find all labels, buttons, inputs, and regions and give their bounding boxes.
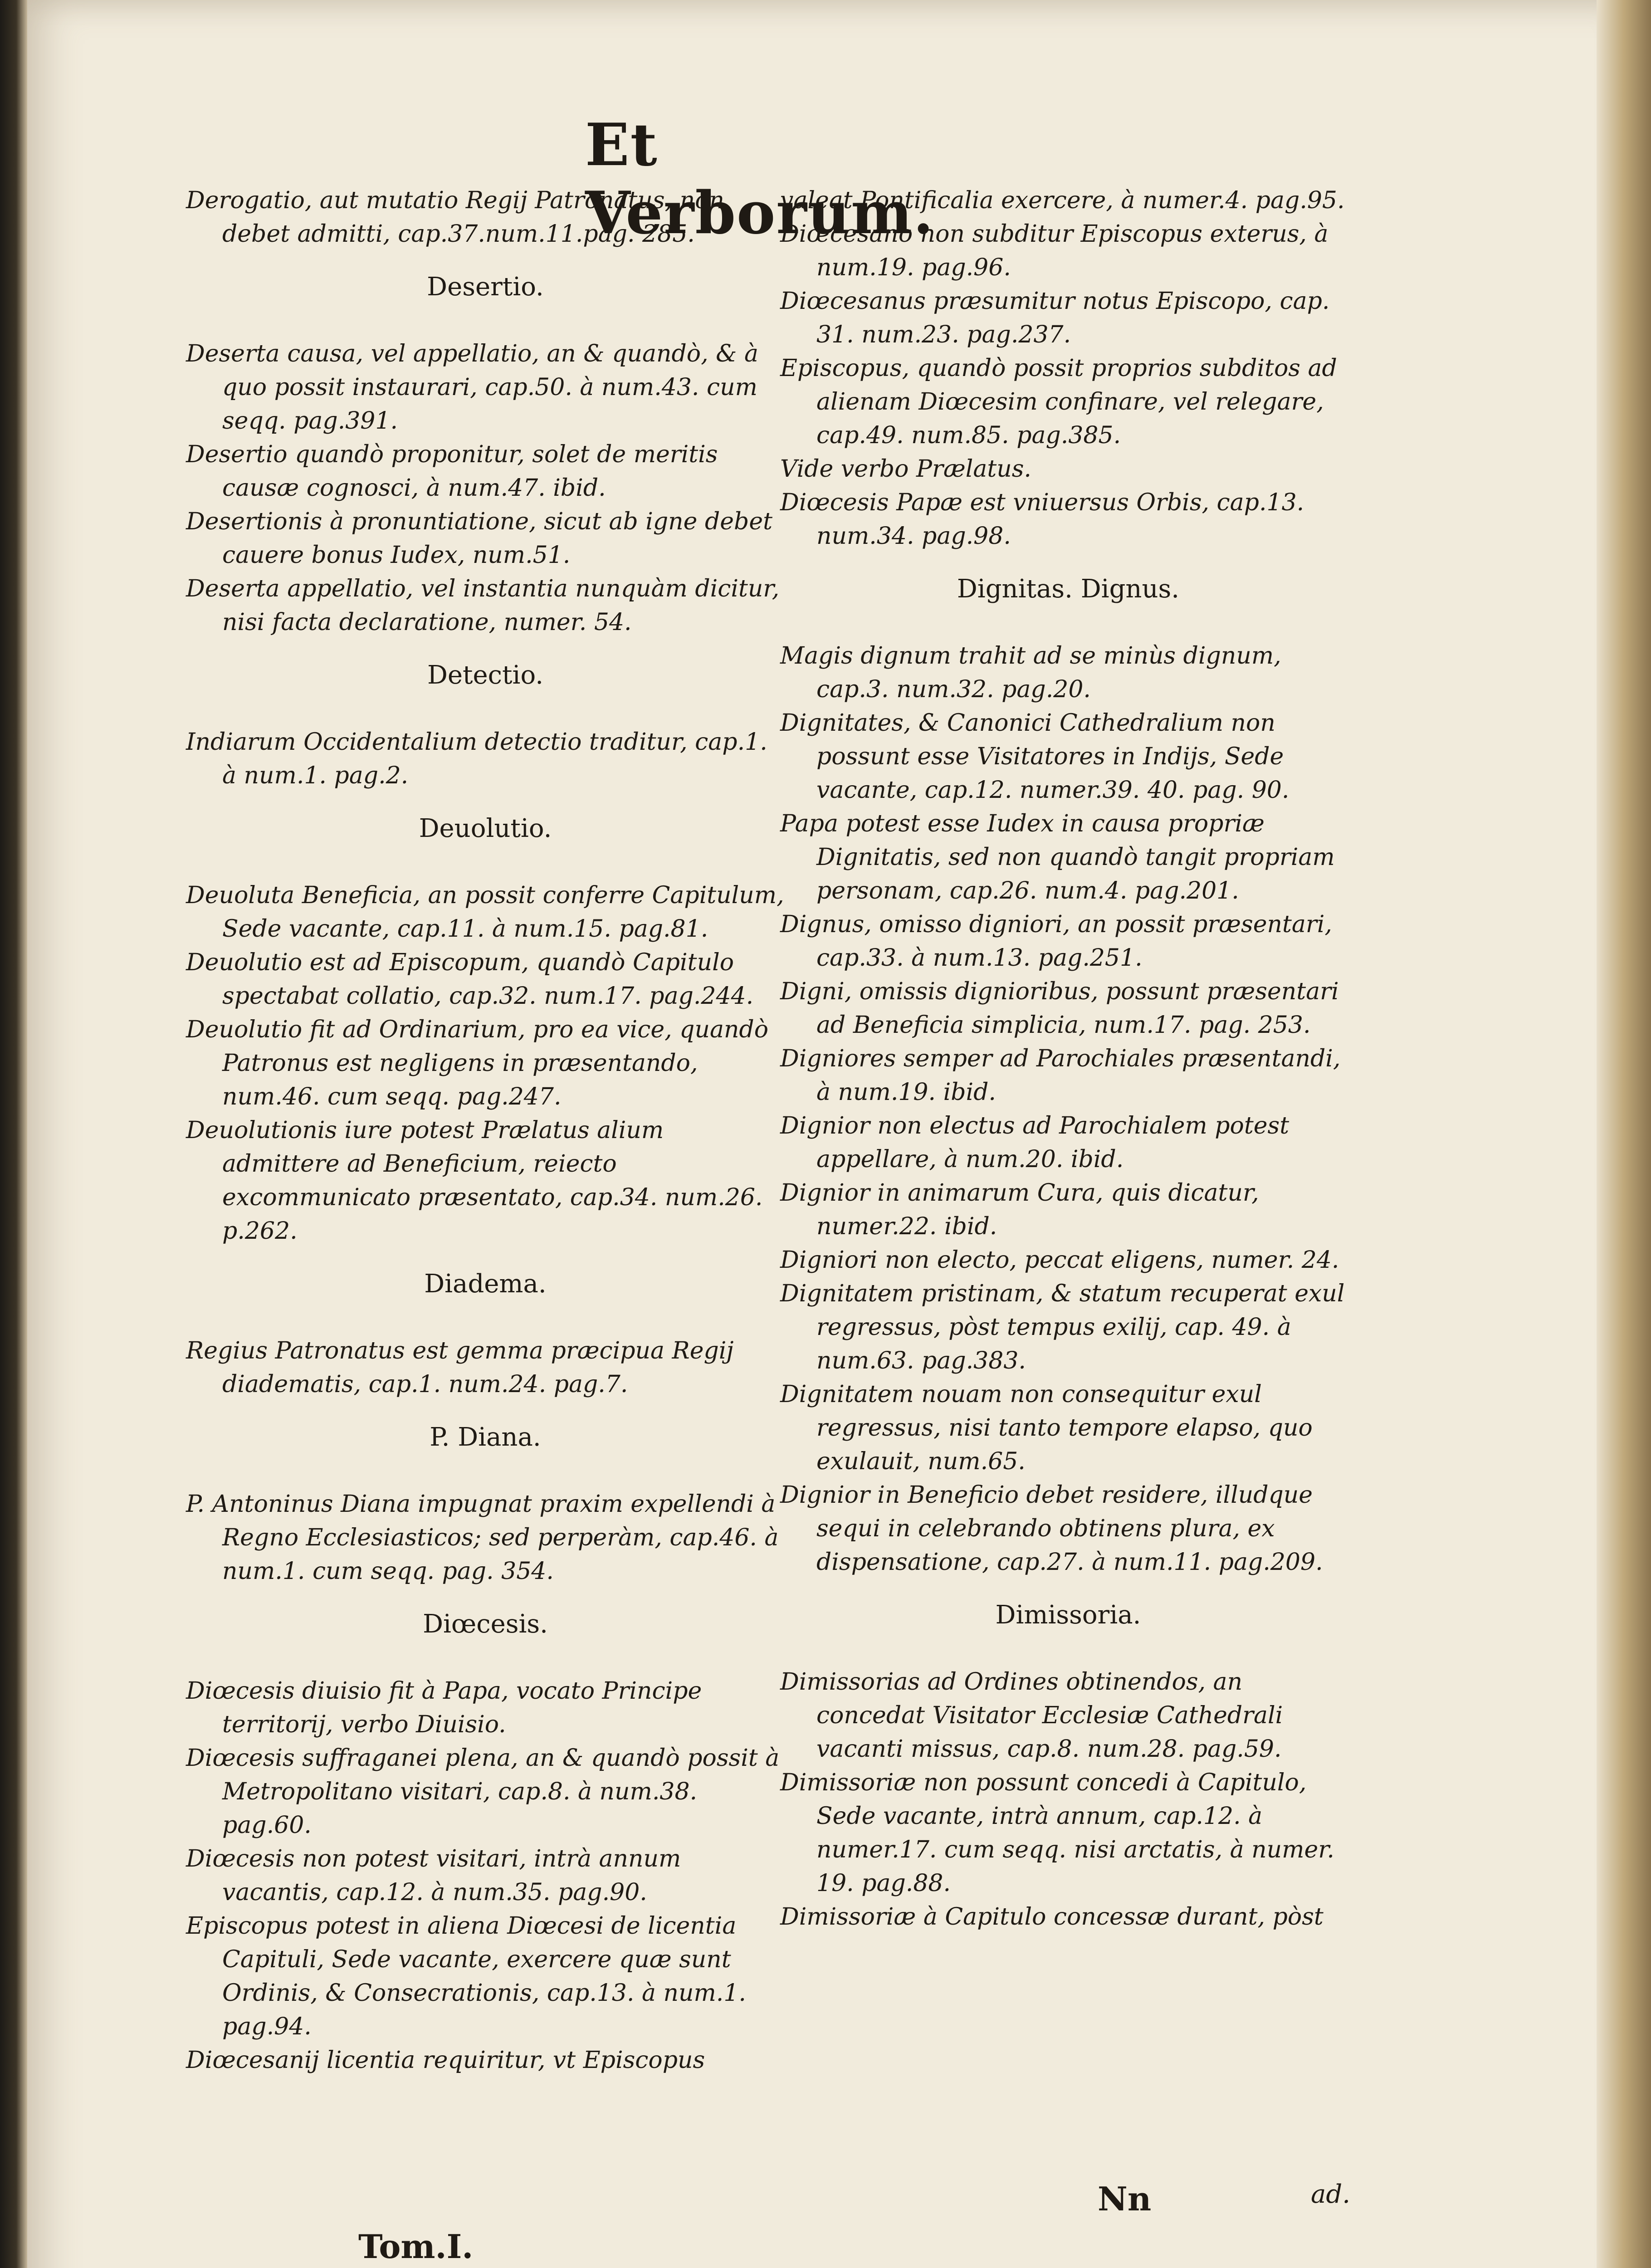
index-entry: Derogatio, aut mutatio Regij Patronatus, non debet admitti, cap.37.num.11.pag. 285. bbox=[186, 187, 724, 248]
index-entry: Indiarum Occidentalium detectio traditur, cap.1. à num.1. pag.2. bbox=[186, 728, 767, 789]
section-heading: Dignitas. Dignus. bbox=[957, 574, 1180, 604]
index-entry: Diœcesis non potest visitari, intrà annum vacantis, cap.12. à num.35. pag.90. bbox=[186, 1845, 681, 1906]
section-heading: Deuolutio. bbox=[419, 814, 552, 843]
index-entry: Dignus, omisso digniori, an possit præsentari, cap.33. à num.13. pag.251. bbox=[780, 911, 1332, 972]
index-entry: Magis dignum trahit ad se minùs dignum, cap.3. num.32. pag.20. bbox=[780, 642, 1281, 703]
index-entry: Deuolutionis iure potest Prælatus alium admittere ad Beneficium, reiecto excommunicato præsentato, cap.34. num.26. p.262. bbox=[186, 1117, 763, 1245]
right-column bbox=[780, 184, 1356, 1934]
index-entry: Deuoluta Beneficia, an possit conferre Capitulum, Sede vacante, cap.11. à num.15. pag.81. bbox=[186, 882, 784, 943]
index-entry: Diœcesano non subditur Episcopus exterus, à num.19. pag.96. bbox=[780, 220, 1329, 281]
index-entry: Desertionis à pronuntiatione, sicut ab igne debet cauere bonus Iudex, num.51. bbox=[186, 508, 772, 569]
index-entry: Diœcesis Papæ est vniuersus Orbis, cap.13. num.34. pag.98. bbox=[780, 489, 1304, 550]
index-entry: Dignitates, & Canonici Cathedralium non possunt esse Visitatores in Indijs, Sede vacante, cap.12. numer.39. 40. pag. 90. bbox=[780, 709, 1290, 804]
index-entry: Deserta appellatio, vel instantia nunquàm dicitur, nisi facta declaratione, numer. 54. bbox=[186, 575, 780, 636]
section-heading: Diadema. bbox=[424, 1269, 547, 1299]
index-entry: Desertio quandò proponitur, solet de meritis causæ cognosci, à num.47. ibid. bbox=[186, 441, 718, 502]
index-entry: Dignitatem nouam non consequitur exul regressus, nisi tanto tempore elapso, quo exulauit, num.65. bbox=[780, 1381, 1313, 1475]
index-entry: Deserta causa, vel appellatio, an & quandò, & à quo possit instaurari, cap.50. à num.43. cum seqq. pag.391. bbox=[186, 340, 758, 435]
index-entry: Episcopus potest in aliena Diœcesi de licentia Capituli, Sede vacante, exercere quæ sunt Ordinis, & Consecrationis, cap.13. à num.1. pag.94. bbox=[186, 1912, 746, 2040]
index-entry: Diœcesis suffraganei plena, an & quandò possit à Metropolitano visitari, cap.8. à num.38. pag.60. bbox=[186, 1745, 780, 1839]
index-entry: Diœcesis diuisio fit à Papa, vocato Principe territorij, verbo Diuisio. bbox=[186, 1677, 702, 1738]
section-heading: Dimissoria. bbox=[995, 1600, 1141, 1630]
section-heading: P. Diana. bbox=[430, 1422, 541, 1452]
left-column bbox=[186, 184, 785, 2077]
page-title: Et Verborum. bbox=[585, 111, 934, 247]
page-edge bbox=[1597, 0, 1651, 2268]
section-heading: Detectio. bbox=[427, 660, 543, 690]
index-entry: Regius Patronatus est gemma præcipua Regij diadematis, cap.1. num.24. pag.7. bbox=[186, 1337, 734, 1398]
index-entry: Dimissoriæ non possunt concedi à Capitulo, Sede vacante, intrà annum, cap.12. à numer.17. cum seqq. nisi arctatis, à numer. 19. pag.88. bbox=[780, 1769, 1334, 1897]
index-entry: Episcopus, quandò possit proprios subditos ad alienam Diœcesim confinare, vel relegare, cap.49. num.85. pag.385. bbox=[780, 355, 1337, 449]
index-entry: Dignior in animarum Cura, quis dicatur, numer.22. ibid. bbox=[780, 1179, 1259, 1240]
index-entry: Vide verbo Prælatus. bbox=[780, 455, 1031, 483]
index-entry: Digniori non electo, peccat eligens, numer. 24. bbox=[780, 1246, 1339, 1274]
index-entry: Diœcesanus præsumitur notus Episcopo, cap. 31. num.23. pag.237. bbox=[780, 288, 1330, 348]
book-gutter bbox=[0, 0, 27, 2268]
index-entry: Digniores semper ad Parochiales præsentandi, à num.19. ibid. bbox=[780, 1045, 1341, 1106]
index-entry: Dignior non electus ad Parochialem potest appellare, à num.20. ibid. bbox=[780, 1112, 1290, 1173]
catchword: ad. bbox=[1311, 2180, 1351, 2209]
section-heading: Diœcesis. bbox=[423, 1609, 548, 1639]
volume-label: Tom.I. bbox=[358, 2227, 474, 2266]
index-entry: Deuolutio est ad Episcopum, quandò Capitulo spectabat collatio, cap.32. num.17. pag.244. bbox=[186, 949, 754, 1010]
index-entry: valeat Pontificalia exercere, à numer.4. pag.95. bbox=[780, 187, 1345, 214]
index-entry: Digni, omissis dignioribus, possunt præsentari ad Beneficia simplicia, num.17. pag. 253. bbox=[780, 978, 1339, 1039]
index-entry: Dignitatem pristinam, & statum recuperat exul regressus, pòst tempus exilij, cap. 49. à num.63. pag.383. bbox=[780, 1280, 1345, 1374]
index-entry: Dignior in Beneficio debet residere, illudque sequi in celebrando obtinens plura, ex dispensatione, cap.27. à num.11. pag.209. bbox=[780, 1481, 1323, 1576]
section-heading: Desertio. bbox=[427, 272, 544, 302]
index-entry: Diœcesanij licentia requiritur, vt Episcopus bbox=[186, 2047, 705, 2074]
signature-mark: Nn bbox=[1098, 2180, 1152, 2218]
index-entry: Dimissoriæ à Capitulo concessæ durant, pòst bbox=[780, 1903, 1324, 1931]
index-entry: P. Antoninus Diana impugnat praxim expellendi à Regno Ecclesiasticos; sed perperàm, cap.46. à num.1. cum seqq. pag. 354. bbox=[186, 1491, 779, 1585]
index-entry: Dimissorias ad Ordines obtinendos, an concedat Visitator Ecclesiæ Cathedrali vacanti missus, cap.8. num.28. pag.59. bbox=[780, 1668, 1283, 1763]
index-entry: Deuolutio fit ad Ordinarium, pro ea vice, quandò Patronus est negligens in præsentando, num.46. cum seqq. pag.247. bbox=[186, 1016, 769, 1110]
index-entry: Papa potest esse Iudex in causa propriæ Dignitatis, sed non quandò tangit propriam personam, cap.26. num.4. pag.201. bbox=[780, 810, 1335, 904]
